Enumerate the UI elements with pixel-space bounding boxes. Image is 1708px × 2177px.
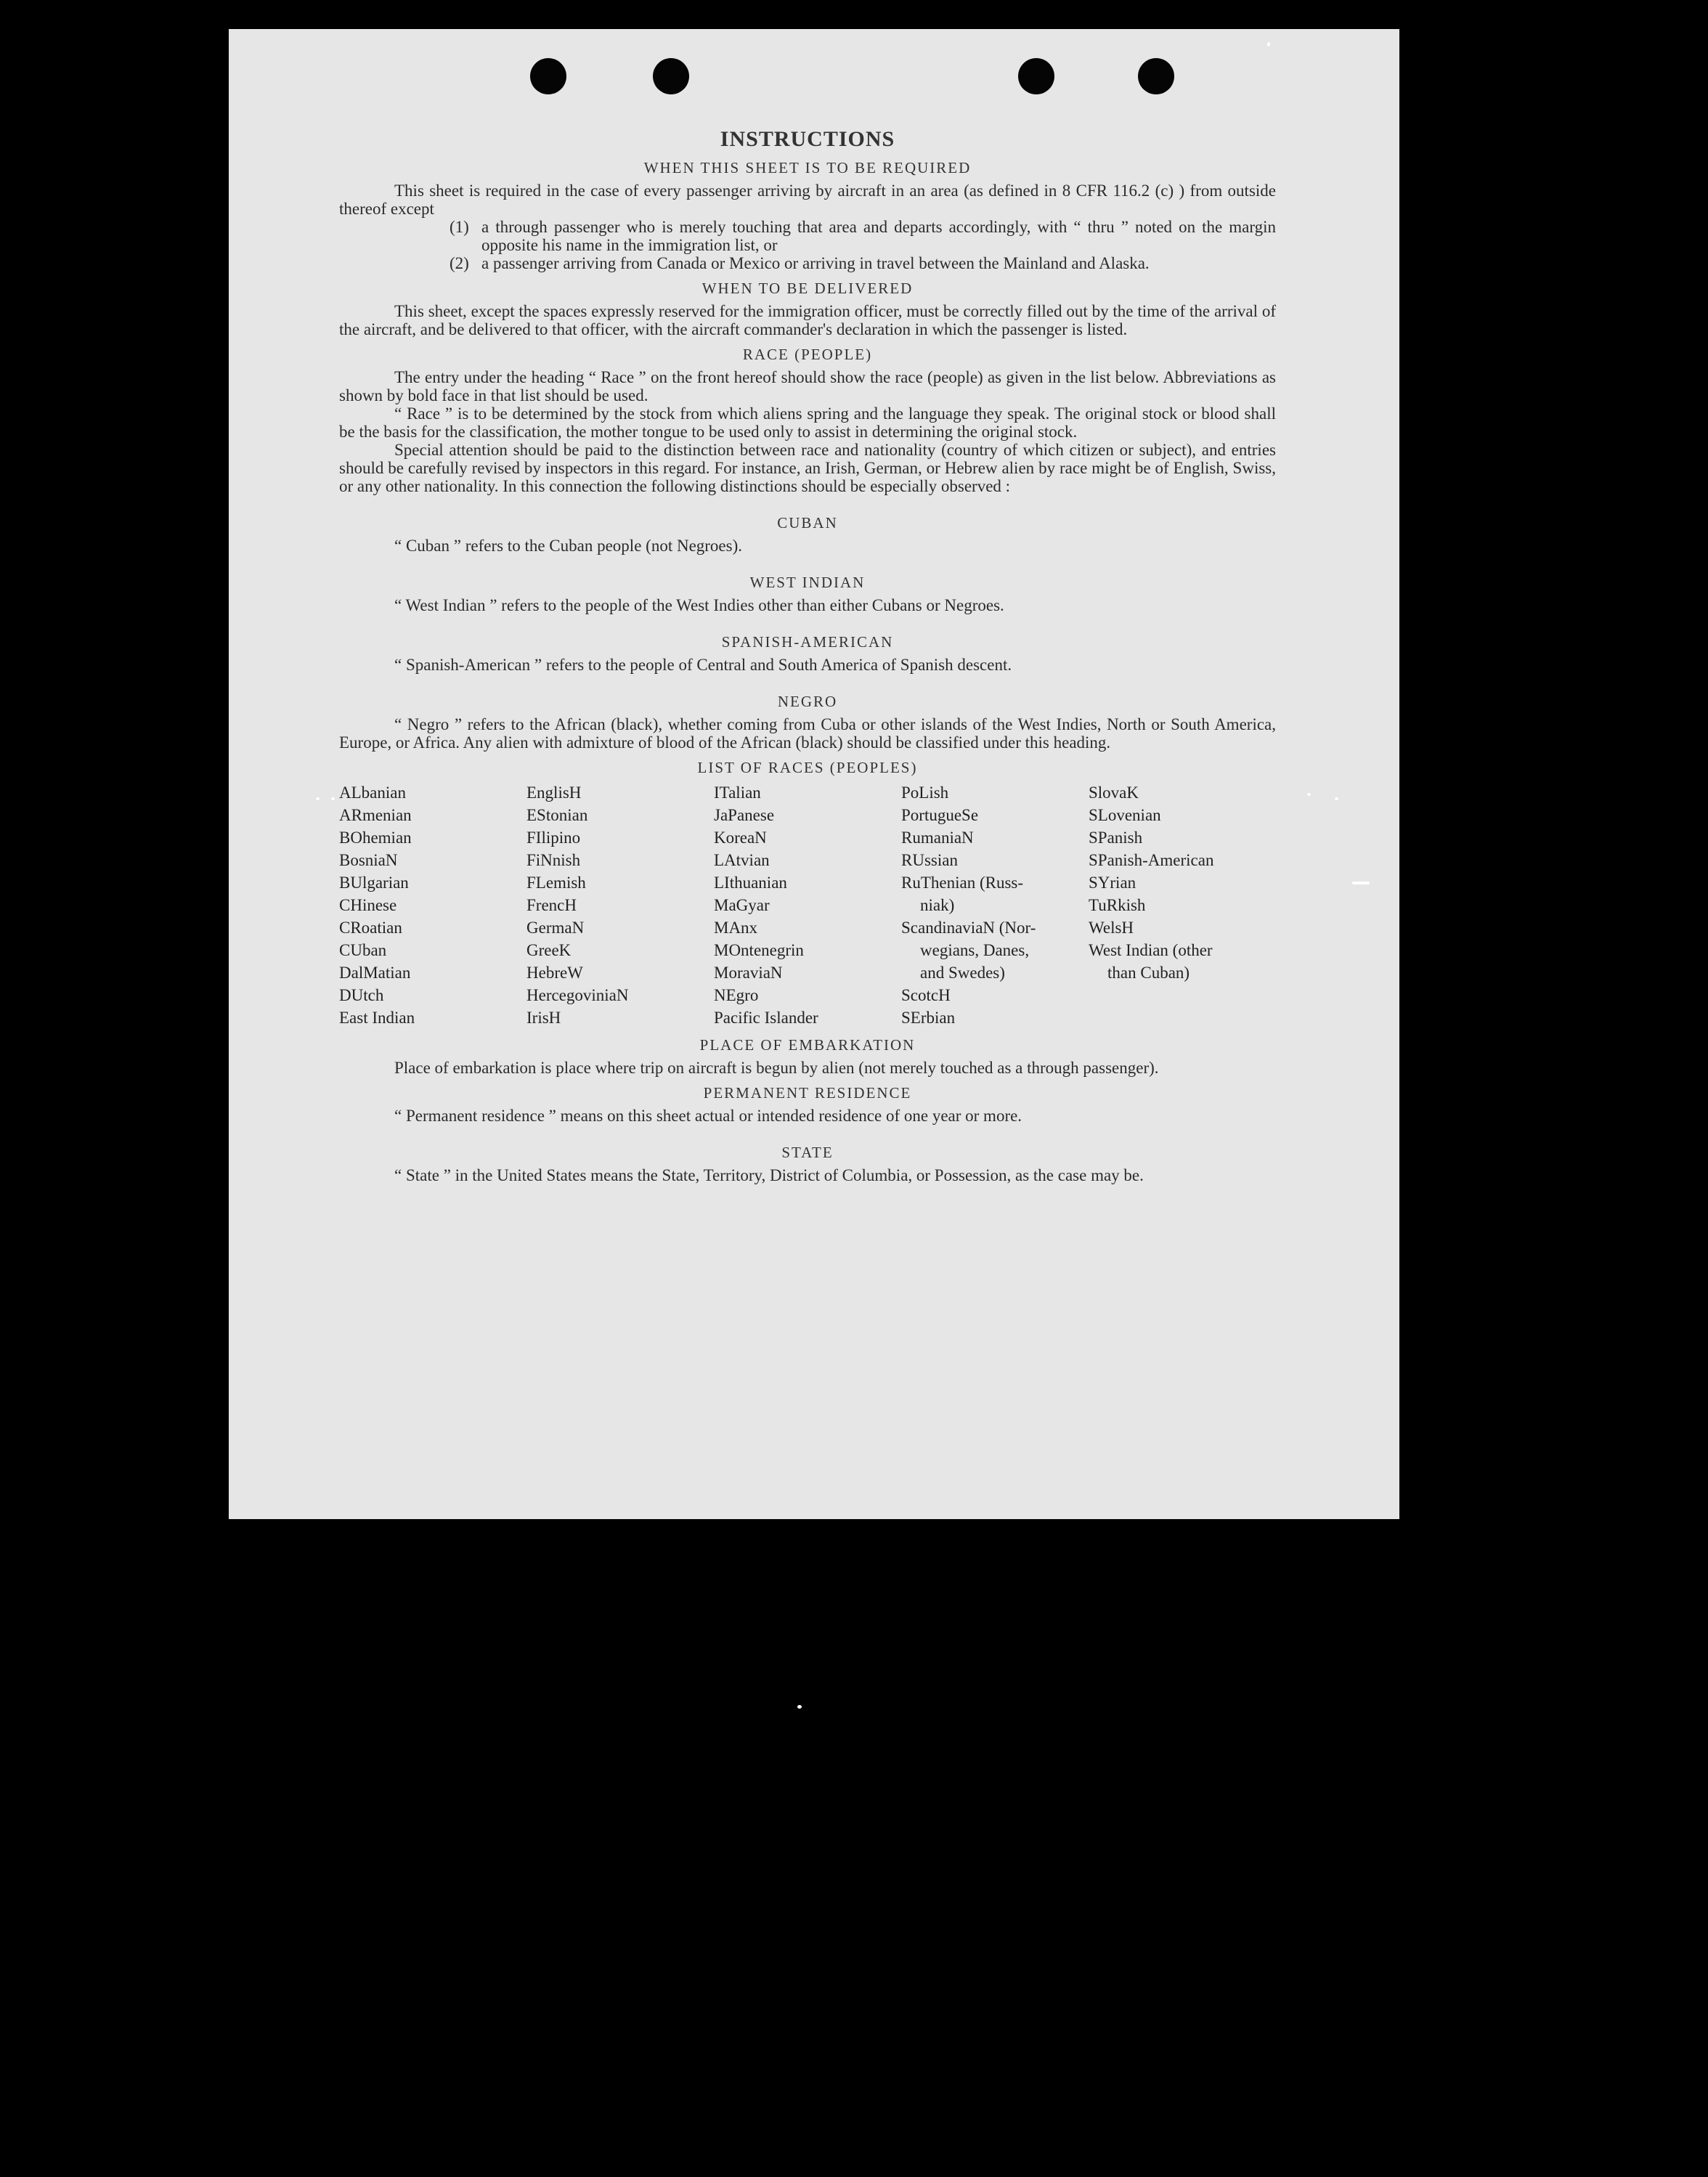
scan-speck — [316, 797, 320, 800]
section-heading-when-required: WHEN THIS SHEET IS TO BE REQUIRED — [643, 159, 972, 176]
paragraph: Place of embarkation is place where trip on aircraft is begun by alien (not merely touched as a through passenger). — [394, 1059, 1159, 1077]
paragraph: “ Race ” is to be determined by the stock from which aliens spring and the language they speak. The original stock or blood shall be the basis for the classification, the mother tongue to be used only to assist in determining the original stock. — [339, 404, 1276, 441]
scan-speck — [1352, 882, 1370, 884]
race-entry: HercegoviniaN — [526, 986, 629, 1004]
race-entry: RuThenian (Russ- — [901, 874, 1024, 892]
race-entry-continued: niak) — [920, 896, 955, 914]
paragraph: This sheet, except the spaces expressly reserved for the immigration officer, must be correctly filled out by the time of the arrival of the aircraft, and be delivered to that officer, with the aircraft commander's declaration in which the passenger is listed. — [339, 302, 1276, 338]
race-entry: EnglisH — [526, 784, 582, 802]
section-heading-residence: PERMANENT RESIDENCE — [703, 1084, 912, 1102]
race-entry: BUlgarian — [339, 874, 409, 892]
instructions-body — [339, 127, 1276, 1184]
paragraph: “ Negro ” refers to the African (black), whether coming from Cuba or other islands of the West Indies, North or South America, Europe, or Africa. Any alien with admixture of blood of the African (black) should be classified under this heading. — [339, 715, 1276, 752]
section-heading-state: STATE — [781, 1144, 834, 1161]
race-entry: KoreaN — [714, 829, 767, 847]
scan-speck — [331, 797, 335, 800]
race-entry: SErbian — [901, 1009, 956, 1027]
race-entry: NEgro — [714, 986, 759, 1004]
race-entry: SPanish — [1089, 829, 1143, 847]
document-sheet — [229, 29, 1399, 1519]
section-heading-cuban: CUBAN — [777, 514, 838, 532]
item-number: (1) — [450, 218, 469, 236]
section-heading-embarkation: PLACE OF EMBARKATION — [699, 1036, 916, 1054]
race-entry: CHinese — [339, 896, 397, 914]
race-column — [339, 781, 526, 1029]
race-entry: LAtvian — [714, 851, 770, 869]
punch-hole — [530, 58, 566, 94]
race-entry: WelsH — [1089, 919, 1134, 937]
race-entry: FLemish — [526, 874, 586, 892]
paragraph: “ State ” in the United States means the State, Territory, District of Columbia, or Possession, as the case may be. — [394, 1166, 1144, 1184]
paragraph: “ Spanish-American ” refers to the people of Central and South America of Spanish descent. — [394, 656, 1012, 674]
race-column — [1089, 781, 1276, 1029]
item-number: (2) — [450, 254, 469, 272]
list-item — [450, 254, 1276, 272]
race-entry: East Indian — [339, 1009, 415, 1027]
race-entry: SYrian — [1089, 874, 1136, 892]
race-entry-continued: and Swedes) — [920, 964, 1005, 982]
race-entry: DalMatian — [339, 964, 411, 982]
race-entry-continued: than Cuban) — [1107, 964, 1190, 982]
item-text: a passenger arriving from Canada or Mexico or arriving in travel between the Mainland and Alaska. — [481, 254, 1150, 272]
race-column — [526, 781, 714, 1029]
race-entry: FIlipino — [526, 829, 581, 847]
race-entry: Pacific Islander — [714, 1009, 818, 1027]
race-entry: PoLish — [901, 784, 949, 802]
race-entry: ITalian — [714, 784, 761, 802]
race-column — [901, 781, 1089, 1029]
section-heading-race: RACE (PEOPLE) — [742, 346, 873, 363]
race-entry: MoraviaN — [714, 964, 783, 982]
scan-speck — [1335, 797, 1338, 800]
section-heading-list-of-races: LIST OF RACES (PEOPLES) — [697, 759, 918, 776]
punch-hole — [1018, 58, 1054, 94]
punch-hole — [653, 58, 689, 94]
scan-speck — [1267, 42, 1270, 46]
race-entry: MAnx — [714, 919, 758, 937]
section-heading-when-delivered: WHEN TO BE DELIVERED — [702, 280, 914, 297]
paragraph: This sheet is required in the case of every passenger arriving by aircraft in an area (as defined in 8 CFR 116.2 (c) ) from outside thereof except — [339, 182, 1276, 218]
race-entry-continued: wegians, Danes, — [920, 941, 1030, 959]
paragraph: “ West Indian ” refers to the people of the West Indies other than either Cubans or Negroes. — [394, 596, 1004, 614]
race-entry: TuRkish — [1089, 896, 1146, 914]
paragraph: The entry under the heading “ Race ” on the front hereof should show the race (people) as given in the list below. Abbreviations as shown by bold face in that list should be used. — [339, 368, 1276, 404]
paragraph: “ Permanent residence ” means on this sheet actual or intended residence of one year or more. — [394, 1107, 1022, 1125]
race-entry: CUban — [339, 941, 387, 959]
paragraph: “ Cuban ” refers to the Cuban people (not Negroes). — [394, 537, 743, 555]
race-entry: FiNnish — [526, 851, 581, 869]
race-entry: FrencH — [526, 896, 577, 914]
race-entry: MaGyar — [714, 896, 770, 914]
race-entry: BOhemian — [339, 829, 412, 847]
race-entry: LIthuanian — [714, 874, 787, 892]
list-item — [450, 218, 1276, 254]
race-entry: EStonian — [526, 806, 588, 824]
race-entry: GermaN — [526, 919, 585, 937]
scan-speck — [797, 1705, 802, 1709]
section-heading-west-indian: WEST INDIAN — [749, 574, 866, 591]
race-entry: DUtch — [339, 986, 384, 1004]
race-entry: HebreW — [526, 964, 583, 982]
race-entry: ScandinaviaN (Nor- — [901, 919, 1036, 937]
race-entry: MOntenegrin — [714, 941, 804, 959]
race-entry: ARmenian — [339, 806, 412, 824]
race-entry: SlovaK — [1089, 784, 1139, 802]
race-entry: West Indian (other — [1089, 941, 1213, 959]
race-entry: ScotcH — [901, 986, 951, 1004]
race-entry: RUssian — [901, 851, 958, 869]
page-title: INSTRUCTIONS — [720, 127, 895, 151]
race-entry: SLovenian — [1089, 806, 1161, 824]
race-entry: IrisH — [526, 1009, 561, 1027]
race-entry: PortugueSe — [901, 806, 979, 824]
race-entry: CRoatian — [339, 919, 402, 937]
race-entry: SPanish-American — [1089, 851, 1214, 869]
race-entry: BosniaN — [339, 851, 398, 869]
scan-speck — [1307, 793, 1311, 796]
race-entry: ALbanian — [339, 784, 406, 802]
punch-hole — [1138, 58, 1174, 94]
race-entry: RumaniaN — [901, 829, 974, 847]
paragraph: Special attention should be paid to the distinction between race and nationality (country of which citizen or subject), and entries should be carefully revised by inspectors in this regard. For instance, an Irish, German, or Hebrew alien by race might be of English, Swiss, or any other nationality. In this connection the following distinctions should be especially observed : — [339, 441, 1276, 495]
race-entry: GreeK — [526, 941, 572, 959]
item-text: a through passenger who is merely touching that area and departs accordingly, with “ thru ” noted on the margin opposite his name in the immigration list, or — [481, 218, 1276, 254]
race-entry: JaPanese — [714, 806, 775, 824]
section-heading-negro: NEGRO — [777, 693, 838, 710]
race-column — [714, 781, 901, 1029]
section-heading-spanish-american: SPANISH-AMERICAN — [721, 633, 894, 651]
race-list — [339, 781, 1276, 1029]
